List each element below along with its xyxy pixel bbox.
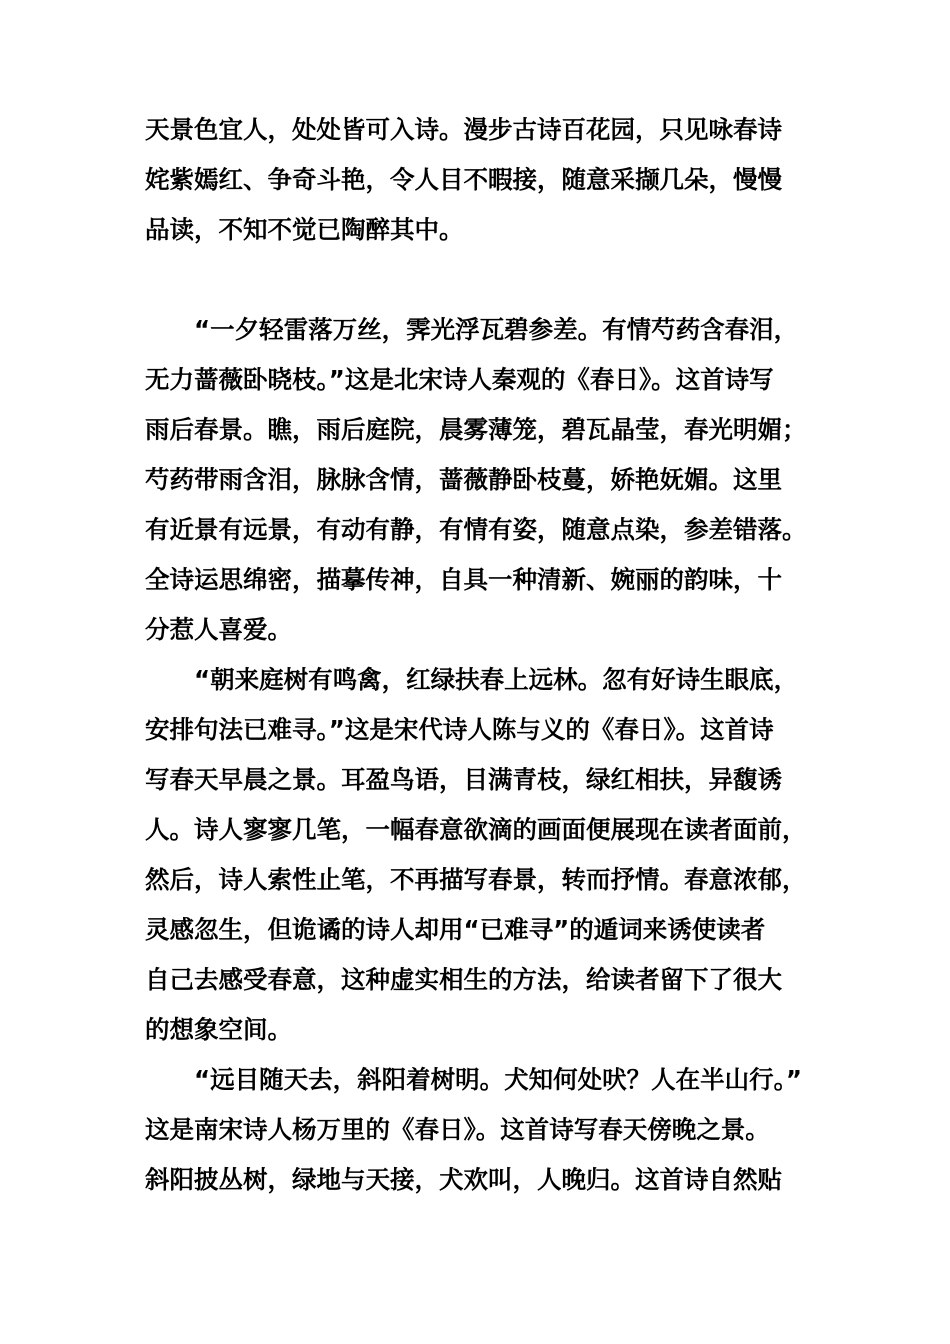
text-line: 写春天早晨之景。耳盈鸟语，目满青枝，绿红相扶，异馥诱 — [145, 765, 782, 794]
text-line: “一夕轻雷落万丝，霁光浮瓦碧参差。有情芍药含春泪， — [194, 315, 799, 344]
text-line: 雨后春景。瞧，雨后庭院，晨雾薄笼，碧瓦晶莹，春光明媚； — [145, 415, 807, 444]
text-line: 芍药带雨含泪，脉脉含情，蔷薇静卧枝蔓，娇艳妩媚。这里 — [145, 465, 782, 494]
text-line: “朝来庭树有鸣禽，红绿扶春上远林。忽有好诗生眼底， — [194, 665, 799, 694]
text-line: 分惹人喜爱。 — [145, 615, 292, 644]
text-line: 的想象空间。 — [145, 1015, 292, 1044]
text-line: 这是南宋诗人杨万里的《春日》。这首诗写春天傍晚之景。 — [145, 1115, 770, 1144]
text-line: 品读，不知不觉已陶醉其中。 — [145, 215, 464, 244]
text-line: 人。诗人寥寥几笔，一幅春意欲滴的画面便展现在读者面前， — [145, 815, 807, 844]
paragraph-qinguan — [145, 305, 809, 655]
text-line: 有近景有远景，有动有静，有情有姿，随意点染，参差错落。 — [145, 515, 807, 544]
text-line: 安排句法已难寻。”这是宋代诗人陈与义的《春日》。这首诗 — [145, 715, 774, 744]
text-line: 斜阳披丛树，绿地与天接，犬欢叫，人晚归。这首诗自然贴 — [145, 1165, 782, 1194]
text-line: 灵感忽生，但诡谲的诗人却用“已难寻”的遁词来诱使读者 — [145, 915, 766, 944]
text-line: 自己去感受春意，这种虚实相生的方法，给读者留下了很大 — [145, 965, 782, 994]
paragraph-intro — [145, 105, 809, 255]
text-line: 无力蔷薇卧晓枝。”这是北宋诗人秦观的《春日》。这首诗写 — [145, 365, 774, 394]
text-line: 然后，诗人索性止笔，不再描写春景，转而抒情。春意浓郁， — [145, 865, 807, 894]
text-line: 天景色宜人，处处皆可入诗。漫步古诗百花园，只见咏春诗 — [145, 115, 782, 144]
text-line: 姹紫嫣红、争奇斗艳，令人目不暇接，随意采撷几朵，慢慢 — [145, 165, 782, 194]
text-line: “远目随天去，斜阳着树明。犬知何处吠？人在半山行。” — [194, 1065, 802, 1094]
text-line: 全诗运思绵密，描摹传神，自具一种清新、婉丽的韵味，十 — [145, 565, 782, 594]
paragraph-chenyuyi — [145, 655, 809, 1055]
paragraph-yangwanli — [145, 1055, 809, 1205]
